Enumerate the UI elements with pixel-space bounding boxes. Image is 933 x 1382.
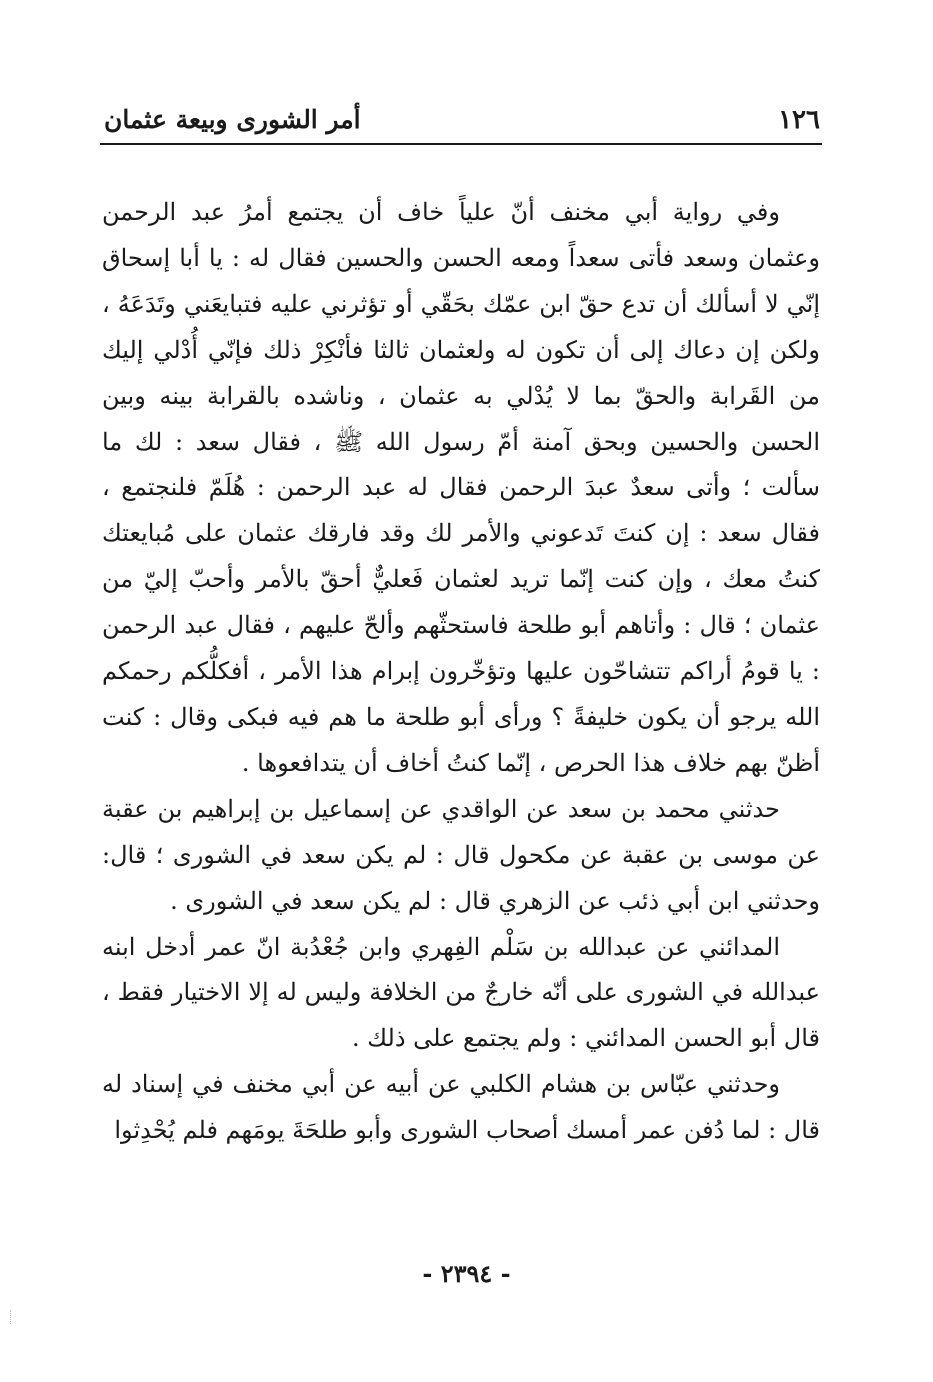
- page-number: ١٢٦: [778, 105, 820, 135]
- paragraph: وحدثني عبّاس بن هشام الكلبي عن أبيه عن أبي مخنف في إسناد له قال : لما دُفن عمر أمسك أصحاب الشورى وأبو طلحَةَ يومَهم فلم يُحْدِثوا: [102, 1070, 820, 1145]
- footer-folio: - ٢٣٩٤ -: [422, 1259, 511, 1288]
- paragraph: حدثني محمد بن سعد عن الواقدي عن إسماعيل بن إبراهيم بن عقبة عن موسى بن عقبة عن مكحول قال : لم يكن سعد في الشورى ؛ قال: وحدثني ابن أبي ذئب عن الزهري قال : لم يكن سعد في الشورى .: [102, 794, 820, 915]
- scan-mark: [10, 1310, 12, 1324]
- running-title: أمر الشورى وبيعة عثمان: [104, 105, 361, 134]
- paragraph: وفي رواية أبي مخنف أنّ علياً خاف أن يجتمع أمرُ عبد الرحمن وعثمان وسعد فأتى سعداً ومعه الحسن والحسين فقال له : يا أبا إسحاق إنّي لا أسألك أن تدع حقّ ابن عمّك بحَقّي أو تؤثرني عليه فتبايعَني وتَدَعَهُ ، ولكن إن دعاك إلى أن تكون له ولعثمان ثالثا فأنْكِرْ ذلك فإنّي أُدْلي إليك من القَرابة والحقّ بما لا يُدْلي به عثمان ، وناشده بالقرابة بينه وبين الحسن والحسين وبحق آمنة أمّ رسول الله ﷺ ، فقال سعد : لك ما سألت ؛ وأتى سعدٌ عبدَ الرحمن فقال له عبد الرحمن : هُلَمّ فلنجتمع ، فقال سعد : إن كنتَ تَدعوني والأمر لك وقد فارقك عثمان على مُبايعتك كنتُ معك ، وإن كنت إنّما تريد لعثمان فَعليٌّ أحقّ بالأمر وأحبّ إليّ من عثمان ؛ قال : وأتاهم أبو طلحة فاستحثّهم وألحّ عليهم ، فقال عبد الرحمن : يا قومُ أراكم تتشاحّون عليها وتؤخّرون إبرام هذا الأمر ، أفكلُّكم رحمكم الله يرجو أن يكون خليفةً ؟ ورأى أبو طلحة ما هم فيه فبكى وقال : كنت أظنّ بهم خلاف هذا الحرص ، إنّما كنتُ أخاف أن يتدافعوها .: [102, 198, 820, 777]
- body-text: [102, 190, 820, 1154]
- header-rule: [100, 143, 822, 145]
- paragraph: المدائني عن عبدالله بن سَلْم الفِهري وابن جُعْدُبة انّ عمر أدخل ابنه عبدالله في الشورى على أنّه خارجٌ من الخلافة وليس له إلا الاختيار فقط ، قال أبو الحسن المدائني : ولم يجتمع على ذلك .: [102, 932, 820, 1053]
- page-header: [104, 92, 820, 138]
